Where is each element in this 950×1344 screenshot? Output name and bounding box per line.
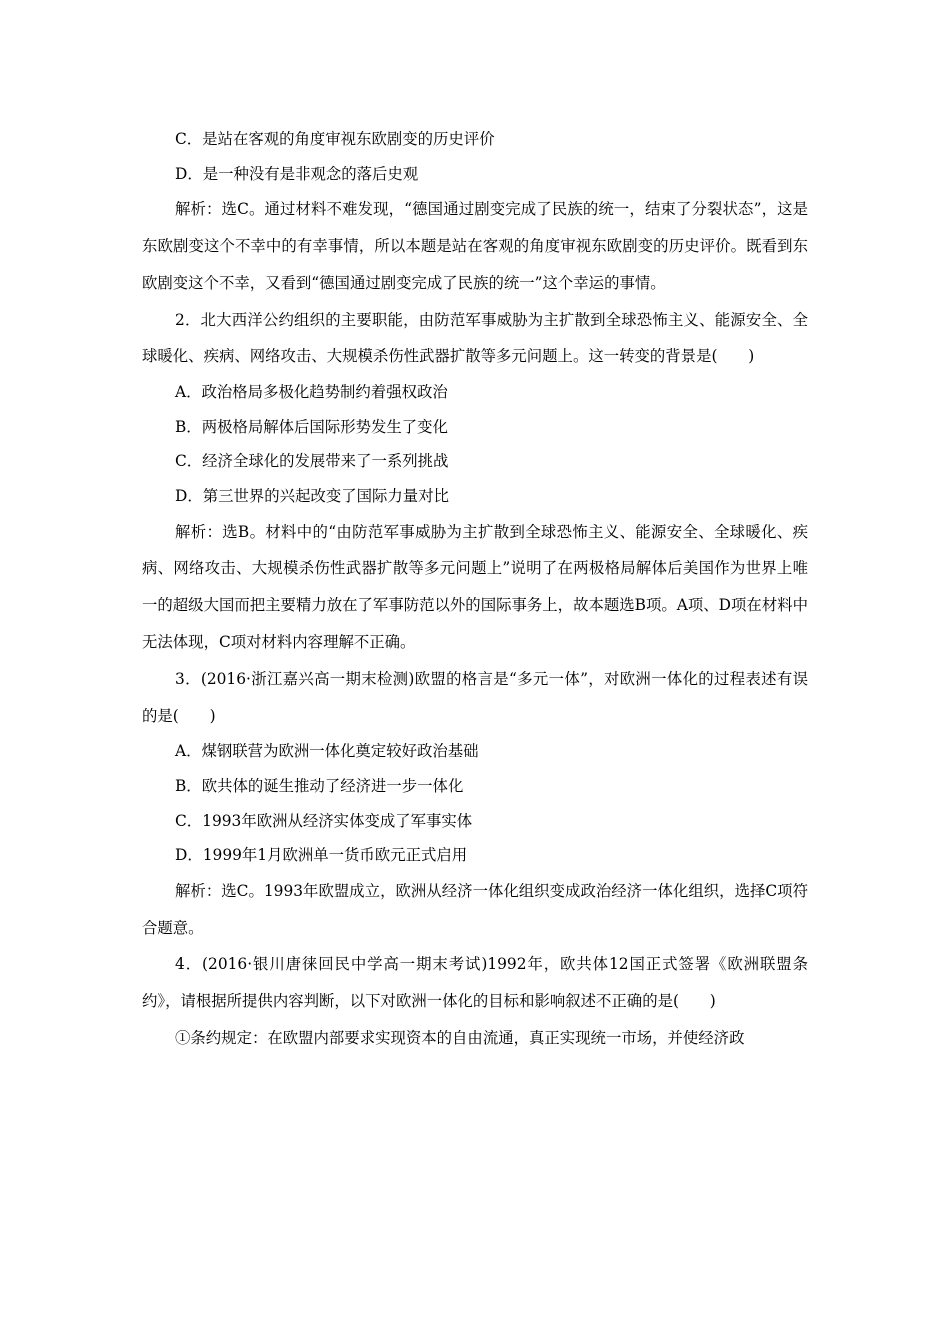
q3-option-b: B．欧共体的诞生推动了经济进一步一体化 [175, 776, 464, 795]
q3-option-c: C．1993年欧洲从经济实体变成了军事实体 [175, 811, 473, 830]
q1-analysis: 解析：选C。通过材料不难发现，“德国通过剧变完成了民族的统一，结束了分裂状态”，这是东欧剧变这个不幸中的有幸事情，所以本题是站在客观的角度审视东欧剧变的历史评价。既看到东欧剧变这个不幸，又看到“德国通过剧变完成了民族的统一”这个幸运的事情。 [142, 200, 808, 292]
q1-option-d: D．是一种没有是非观念的落后史观 [175, 164, 419, 183]
document-body [142, 122, 808, 1057]
q4-material-1: ①条约规定：在欧盟内部要求实现资本的自由流通，真正实现统一市场，并使经济政 [175, 1028, 745, 1047]
q2-option-b: B．两极格局解体后国际形势发生了变化 [175, 417, 448, 436]
q2-option-d: D．第三世界的兴起改变了国际力量对比 [175, 486, 449, 505]
q3-option-a: A．煤钢联营为欧洲一体化奠定较好政治基础 [175, 742, 479, 761]
q2-stem: 2．北大西洋公约组织的主要职能，由防范军事威胁为主扩散到全球恐怖主义、能源安全、全球暖化、疾病、网络攻击、大规模杀伤性武器扩散等多元问题上。这一转变的背景是( ) [142, 310, 808, 366]
q3-stem: 3．(2016·浙江嘉兴高一期末检测)欧盟的格言是“多元一体”，对欧洲一体化的过程表述有误的是( ) [142, 669, 808, 725]
q4-stem: 4．(2016·银川唐徕回民中学高一期末考试)1992年，欧共体12国正式签署《欧洲联盟条约》，请根据所提供内容判断，以下对欧洲一体化的目标和影响叙述不正确的是( ) [142, 955, 808, 1011]
q3-option-d: D．1999年1月欧洲单一货币欧元正式启用 [175, 846, 468, 865]
q2-option-a: A．政治格局多极化趋势制约着强权政治 [175, 383, 448, 402]
q1-option-c: C．是站在客观的角度审视东欧剧变的历史评价 [175, 130, 495, 148]
q2-option-c: C．经济全球化的发展带来了一系列挑战 [175, 452, 449, 471]
q3-analysis: 解析：选C。1993年欧盟成立，欧洲从经济一体化组织变成政治经济一体化组织，选择C项符合题意。 [142, 881, 808, 937]
q2-analysis: 解析：选B。材料中的“由防范军事威胁为主扩散到全球恐怖主义、能源安全、全球暖化、疾病、网络攻击、大规模杀伤性武器扩散等多元问题上”说明了在两极格局解体后美国作为世界上唯一的超级大国而把主要精力放在了军事防范以外的国际事务上，故本题选B项。A项、D项在材料中无法体现，C项对材料内容理解不正确。 [142, 522, 808, 651]
